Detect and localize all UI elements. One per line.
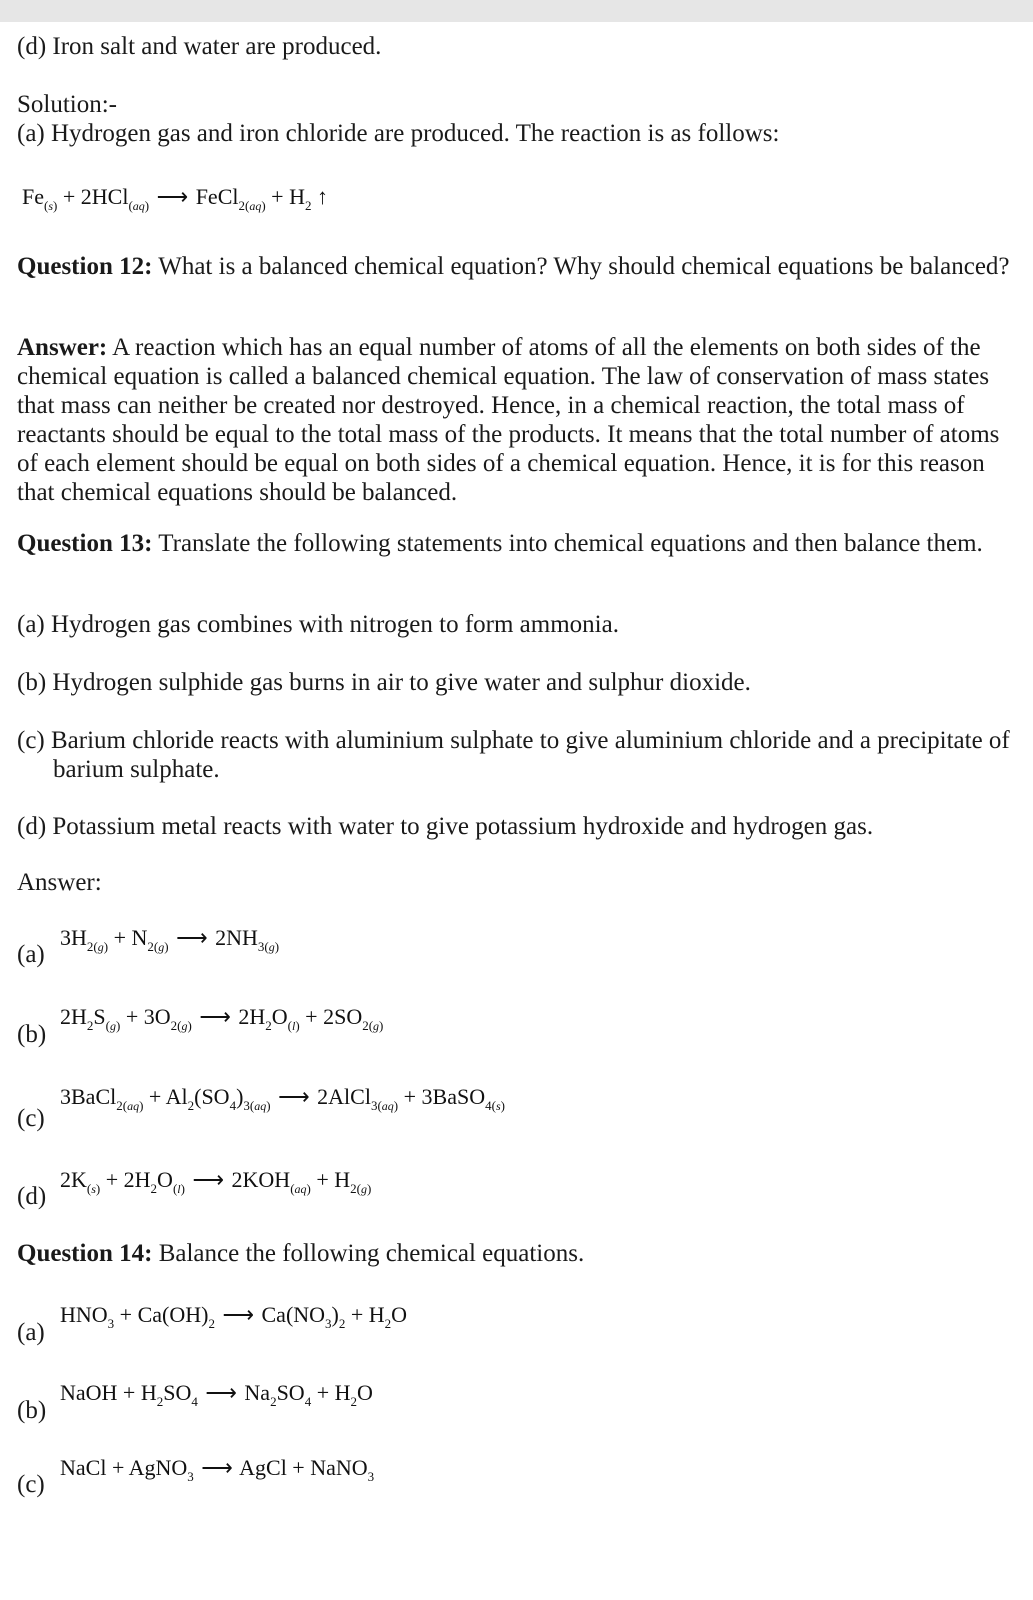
- reaction-arrow: ⟶: [278, 1084, 310, 1109]
- reaction-arrow: ⟶: [176, 925, 208, 950]
- answer-label-b: (b): [17, 1021, 47, 1048]
- reaction-arrow: ⟶: [156, 184, 189, 209]
- equation-hno3: $HNO_3 + Ca(OH)_2$ ⟶ $Ca(NO_3)_2 + H_2O$: [60, 1302, 408, 1331]
- question-13-b: (b) Hydrogen sulphide gas burns in air to give water and sulphur dioxide.: [17, 669, 751, 696]
- q14-label-c: (c): [17, 1471, 45, 1498]
- answer-12-label: Answer:: [17, 334, 108, 361]
- question-13-d: (d) Potassium metal reacts with water to give potassium hydroxide and hydrogen gas.: [17, 813, 874, 840]
- question-14: [17, 1239, 1017, 1268]
- answer-12-text: A reaction which has an equal number of atoms of all the elements on both sides of the chemical equation is called a balanced chemical equation. The law of conservation of mass states that mass can neither be created nor destroyed. Hence, in a chemical reaction, the total mass of reactants should be equal to the total mass of the products. It means that the total number of atoms of each element should be equal on both sides of a chemical equation. Hence, it is for this reason that chemical equations should be balanced.: [17, 334, 1000, 506]
- q14-label-b: (b): [17, 1397, 47, 1424]
- question-12-text: What is a balanced chemical equation? Why should chemical equations be balanced?: [152, 253, 1010, 280]
- reaction-arrow: ⟶: [205, 1380, 237, 1405]
- equation-potassium: $2K_{(s)} + 2H_2O_{(l)}$ ⟶ $2KOH_{(aq)} + H_{2(g)}$: [60, 1167, 372, 1196]
- top-bar: [0, 0, 1033, 22]
- question-13: [17, 529, 1017, 558]
- reaction-arrow: ⟶: [199, 1004, 231, 1029]
- question-13-text: Translate the following statements into chemical equations and then balance them.: [152, 530, 983, 557]
- answer-label-c: (c): [17, 1105, 45, 1132]
- solution-a-text: (a) Hydrogen gas and iron chloride are produced. The reaction is as follows:: [17, 120, 780, 147]
- question-14-text: Balance the following chemical equations.: [152, 1240, 585, 1267]
- q14-label-a: (a): [17, 1319, 45, 1346]
- iron-salt-line: (d) Iron salt and water are produced.: [17, 33, 382, 60]
- reaction-arrow: ⟶: [192, 1167, 225, 1192]
- equation-nacl: NaCl + AgNO$_3$ ⟶ AgCl + NaNO$_3$: [60, 1455, 375, 1484]
- question-12: [17, 252, 1017, 281]
- equation-bacl2: 3BaCl$_{2(aq)}$ + $Al_2(SO_4)_{3(aq)}$ ⟶ 2AlCl$_{3(aq)}$ + 3BaSO$_{4(s)}$: [60, 1084, 505, 1113]
- equation-fe-hcl: $Fe_{(s)} + 2HCl_{(aq)}$ ⟶ FeCl$_{2(aq)}$ + $H_2$ ↑: [22, 184, 328, 213]
- answer-13-heading: Answer:: [17, 869, 102, 896]
- answer-label-d: (d): [17, 1183, 47, 1210]
- answer-label-a: (a): [17, 941, 45, 968]
- question-13-a: (a) Hydrogen gas combines with nitrogen to form ammonia.: [17, 611, 619, 638]
- answer-12: [17, 333, 1017, 507]
- reaction-arrow: ⟶: [201, 1455, 233, 1480]
- question-14-label: Question 14:: [17, 1240, 153, 1267]
- reaction-arrow: ⟶: [222, 1302, 254, 1327]
- solution-heading: Solution:-: [17, 91, 118, 118]
- equation-h2s: $2H_2S_{(g)} + 3O_{2(g)}$ ⟶ $2H_2O_{(l)} + 2SO_{2(g)}$: [60, 1004, 384, 1033]
- question-13-c: (c) Barium chloride reacts with aluminium sulphate to give aluminium chloride and a precipitate of barium sulphate.: [17, 727, 1010, 783]
- equation-ammonia: $3H_{2(g)} + N_{2(g)}$ ⟶ $2NH_{3(g)}$: [60, 925, 280, 954]
- equation-naoh: NaOH + $H_2SO_4$ ⟶ $Na_2SO_4 + H_2O$: [60, 1380, 373, 1409]
- question-12-label: Question 12:: [17, 253, 153, 280]
- question-13-label: Question 13:: [17, 530, 153, 557]
